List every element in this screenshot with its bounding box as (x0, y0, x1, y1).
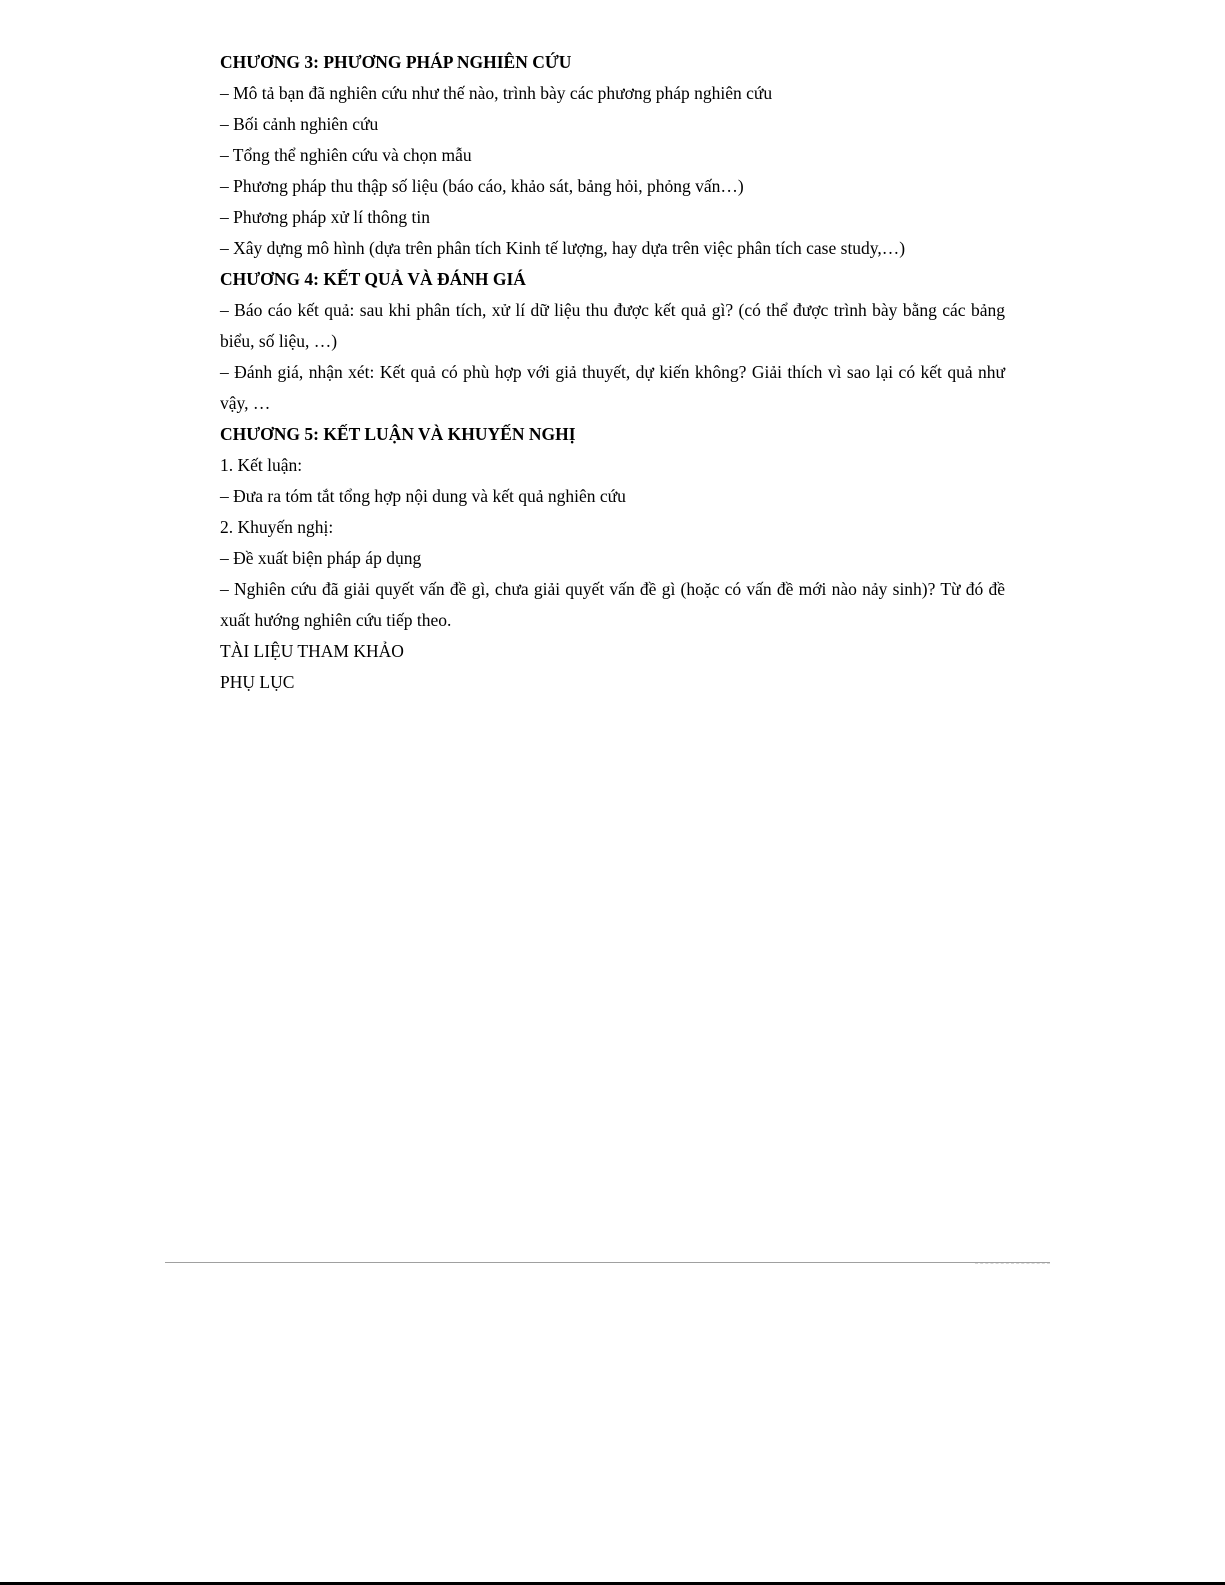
chapter3-item-2: – Bối cảnh nghiên cứu (220, 114, 379, 134)
chapter3-item-3: – Tổng thể nghiên cứu và chọn mẫu (220, 145, 472, 165)
page-divider (165, 1262, 1050, 1263)
conclusion-label: 1. Kết luận: (220, 455, 303, 475)
page-divider-tail (975, 1263, 1050, 1264)
appendix-heading: PHỤ LỤC (220, 672, 295, 692)
chapter4-item-1: – Báo cáo kết quả: sau khi phân tích, xử lí dữ liệu thu được kết quả gì? (có thể được trình bày bằng các bảng biểu, số liệu, …) (220, 300, 1005, 351)
references-heading: TÀI LIỆU THAM KHẢO (220, 641, 404, 661)
recommendation-item-1: – Đề xuất biện pháp áp dụng (220, 548, 422, 568)
document-body (220, 47, 1005, 698)
chapter5-heading: CHƯƠNG 5: KẾT LUẬN VÀ KHUYẾN NGHỊ (220, 424, 576, 444)
recommendation-label: 2. Khuyến nghị: (220, 517, 334, 537)
chapter4-heading: CHƯƠNG 4: KẾT QUẢ VÀ ĐÁNH GIÁ (220, 269, 526, 289)
recommendation-item-2: – Nghiên cứu đã giải quyết vấn đề gì, chưa giải quyết vấn đề gì (hoặc có vấn đề mới nào nảy sinh)? Từ đó đề xuất hướng nghiên cứu tiếp theo. (220, 579, 1005, 630)
conclusion-item-1: – Đưa ra tóm tắt tổng hợp nội dung và kết quả nghiên cứu (220, 486, 626, 506)
chapter3-heading: CHƯƠNG 3: PHƯƠNG PHÁP NGHIÊN CỨU (220, 52, 572, 72)
chapter3-item-6: – Xây dựng mô hình (dựa trên phân tích Kinh tế lượng, hay dựa trên việc phân tích case study,…) (220, 238, 906, 258)
chapter3-item-1: – Mô tả bạn đã nghiên cứu như thế nào, trình bày các phương pháp nghiên cứu (220, 83, 773, 103)
chapter4-item-2: – Đánh giá, nhận xét: Kết quả có phù hợp với giả thuyết, dự kiến không? Giải thích vì sao lại có kết quả như vậy, … (220, 362, 1005, 413)
chapter3-item-4: – Phương pháp thu thập số liệu (báo cáo, khảo sát, bảng hỏi, phỏng vấn…) (220, 176, 744, 196)
chapter3-item-5: – Phương pháp xử lí thông tin (220, 207, 431, 227)
